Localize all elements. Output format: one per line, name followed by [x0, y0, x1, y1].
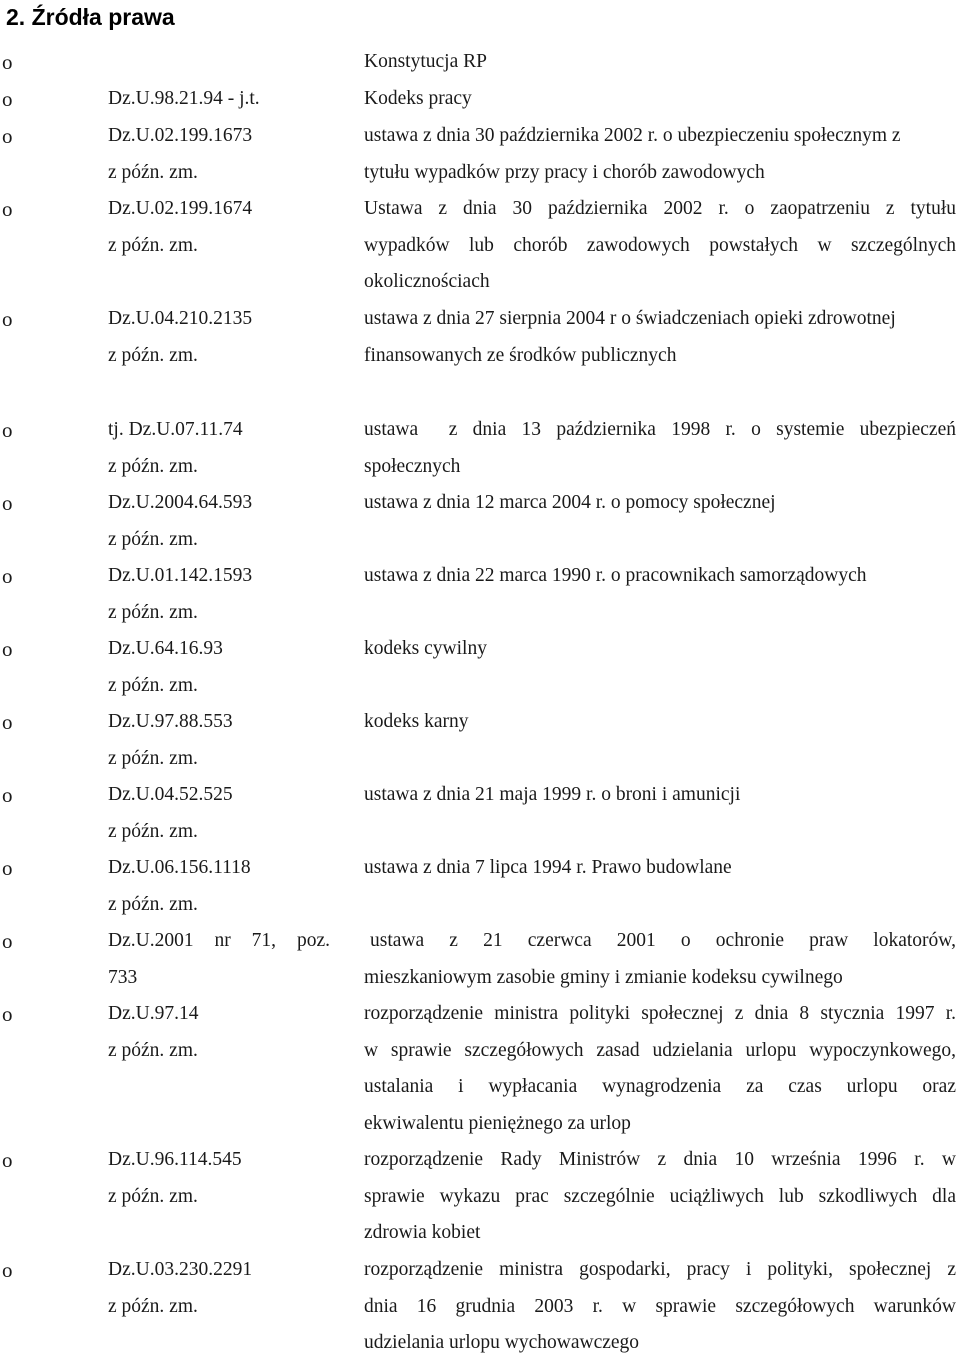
legal-reference: Dz.U.02.199.1674 z późn. zm. — [108, 198, 253, 256]
legal-reference: Dz.U.97.88.553 z późn. zm. — [108, 711, 233, 769]
act-title: ustawa z dnia 12 marca 2004 r. o pomocy społecznej — [364, 492, 776, 513]
act-title: Kodeks pracy — [364, 88, 472, 109]
legal-reference: tj. Dz.U.07.11.74 z późn. zm. — [108, 419, 243, 477]
act-title: ustawa z dnia 27 sierpnia 2004 r o świadczeniach opieki zdrowotnej finansowanych ze środków publicznych — [364, 308, 896, 366]
act-title: ustawa z dnia 30 października 2002 r. o ubezpieczeniu społecznym z tytułu wypadków przy pracy i chorób zawodowych — [364, 125, 901, 183]
bullet-icon: o — [2, 710, 13, 734]
bullet-icon: o — [2, 418, 13, 442]
act-title: ustawa z dnia 22 marca 1990 r. o pracownikach samorządowych — [364, 565, 867, 586]
bullet-icon: o — [2, 1258, 13, 1282]
act-title: ustawa z dnia 7 lipca 1994 r. Prawo budowlane — [364, 857, 732, 878]
legal-reference: Dz.U.96.114.545 z późn. zm. — [108, 1149, 242, 1207]
bullet-icon: o — [2, 564, 13, 588]
act-title: rozporządzenie ministra gospodarki, pracy i polityki, społecznej z dnia 16 grudnia 2003 r. w sprawie szczegółowych warunków udzielania urlopu wychowawczego — [364, 1259, 956, 1354]
bullet-icon: o — [2, 856, 13, 880]
bullet-icon: o — [2, 491, 13, 515]
act-title: ustawa z 21 czerwca 2001 o ochronie praw lokatorów, mieszkaniowym zasobie gminy i zmianie kodeksu cywilnego — [364, 930, 956, 988]
bullet-icon: o — [2, 87, 13, 111]
act-title: ustawa z dnia 13 października 1998 r. o systemie ubezpieczeń społecznych — [364, 419, 956, 477]
legal-reference: Dz.U.2001 nr 71, poz. 733 — [108, 930, 330, 988]
legal-reference: Dz.U.2004.64.593 z późn. zm. — [108, 492, 253, 550]
legal-reference: Dz.U.04.52.525 z późn. zm. — [108, 784, 233, 842]
section-heading: 2. Źródła prawa — [6, 4, 175, 30]
legal-reference: Dz.U.64.16.93 z późn. zm. — [108, 638, 223, 696]
legal-reference: Dz.U.04.210.2135 z późn. zm. — [108, 308, 253, 366]
legal-reference: Dz.U.98.21.94 - j.t. — [108, 88, 260, 109]
legal-reference: Dz.U.01.142.1593 z późn. zm. — [108, 565, 253, 623]
bullet-icon: o — [2, 124, 13, 148]
act-title: kodeks cywilny — [364, 638, 487, 659]
bullet-icon: o — [2, 1148, 13, 1172]
act-title: Konstytucja RP — [364, 51, 487, 72]
legal-reference: Dz.U.02.199.1673 z późn. zm. — [108, 125, 253, 183]
bullet-icon: o — [2, 637, 13, 661]
bullet-icon: o — [2, 307, 13, 331]
bullet-icon: o — [2, 929, 13, 953]
bullet-icon: o — [2, 50, 13, 74]
act-title: rozporządzenie Rady Ministrów z dnia 10 września 1996 r. w sprawie wykazu prac szczególnie uciążliwych lub szkodliwych dla zdrowia kobiet — [364, 1149, 956, 1244]
bullet-icon: o — [2, 783, 13, 807]
bullet-icon: o — [2, 1002, 13, 1026]
legal-reference: Dz.U.03.230.2291 z późn. zm. — [108, 1259, 253, 1317]
act-title: Ustawa z dnia 30 października 2002 r. o zaopatrzeniu z tytułu wypadków lub chorób zawodowych powstałych w szczególnych okolicznościach — [364, 198, 956, 293]
act-title: ustawa z dnia 21 maja 1999 r. o broni i amunicji — [364, 784, 741, 805]
act-title: kodeks karny — [364, 711, 469, 732]
legal-reference: Dz.U.97.14 z późn. zm. — [108, 1003, 199, 1061]
bullet-icon: o — [2, 197, 13, 221]
legal-reference: Dz.U.06.156.1118 z późn. zm. — [108, 857, 251, 915]
act-title: rozporządzenie ministra polityki społecznej z dnia 8 stycznia 1997 r. w sprawie szczegółowych zasad udzielania urlopu wypoczynkowego, ustalania i wypłacania wynagrodzenia za czas urlopu oraz ekwiwalentu pieniężnego za urlop — [364, 1003, 956, 1134]
